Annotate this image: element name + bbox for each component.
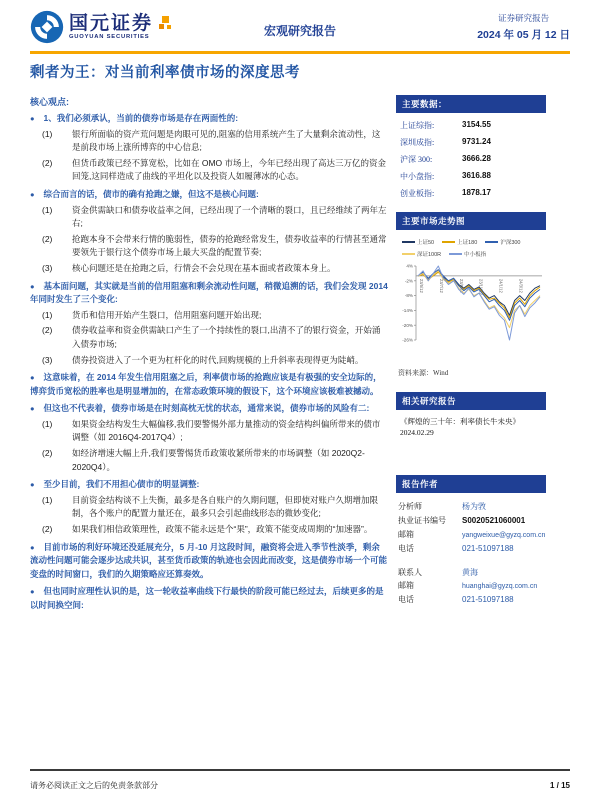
author-field-value[interactable]: huanghai@gyzq.com.cn — [462, 583, 538, 591]
index-label: 沪深 300: — [400, 155, 433, 164]
key-data-header: 主要数据： — [396, 95, 546, 113]
bullet-icon: ● — [30, 542, 35, 552]
numbered-sub-item — [30, 128, 388, 155]
numbered-sub-item — [30, 523, 388, 537]
bullet-lead-text: 1、我们必须承认，当前的债券市场是存在两面性的: — [43, 113, 239, 123]
item-number: (2) — [42, 233, 53, 244]
core-points-heading: 核心观点: — [30, 97, 69, 107]
item-number: (2) — [42, 448, 53, 459]
svg-text:-8%: -8% — [404, 293, 413, 299]
author-row — [396, 564, 546, 578]
item-number: (2) — [42, 325, 53, 336]
item-text: 抢跑本身不会带来行情的脆弱性，债券的抢跑经常发生，债券收益率的行情甚至通常要领先于银行这个债券市场上最大买盘的配置节奏; — [72, 233, 387, 258]
numbered-sub-item — [30, 157, 388, 184]
brand-name-cn: 国元证券 — [69, 13, 154, 35]
item-text: 如果我们相信政策理性，政策不能永远是个“果”，政策不能变成周期的“加速器”。 — [72, 524, 373, 535]
legend-line-sample — [485, 241, 498, 243]
bullet-paragraph — [30, 402, 388, 416]
item-number: (1) — [42, 494, 53, 505]
key-data-row — [398, 117, 544, 134]
item-text: 目前资金结构谈不上失衡，最多是各自账户的久期问题，但即使对账户久期增加限制，各个账户的配置力量还在，最多只会引起曲线形态的微妙变化; — [72, 494, 379, 519]
svg-text:4%: 4% — [406, 263, 413, 269]
numbered-sub-item — [30, 447, 388, 474]
legend-entry — [402, 250, 441, 258]
legend-line-sample — [402, 253, 415, 255]
item-text: 但货币政策已经不算宽松，比如在 OMO 市场上，今年已经出现了高达三万亿的资金回笼,这同样造成了曲线的平坦化以及投资人如履薄冰的心态。 — [72, 157, 387, 182]
svg-text:24/3/12: 24/3/12 — [518, 278, 524, 293]
key-data-row — [398, 151, 544, 168]
legend-line-sample — [449, 253, 462, 255]
index-value: 3154.55 — [462, 120, 491, 129]
bullet-lead-text: 至少目前，我们不用担心债市的明显调整: — [43, 479, 200, 490]
bullet-paragraph — [30, 585, 388, 612]
page-title: 剩者为王：对当前利率债市场的深度思考 — [30, 65, 300, 81]
report-type-label: 宏观研究报告 — [263, 24, 337, 38]
item-text: 债券投资进入了一个更为杠杆化的时代,回购规模的上升斜率表现得更为陡峭。 — [72, 354, 364, 365]
item-number: (3) — [42, 262, 53, 273]
index-value: 1878.17 — [462, 188, 491, 197]
author-row — [396, 540, 546, 554]
author-field-value: S0020521060001 — [462, 515, 526, 525]
key-data-rows — [396, 113, 546, 202]
item-number: (1) — [42, 204, 53, 215]
bullet-paragraph — [30, 478, 388, 492]
legend-entry — [449, 250, 486, 258]
bullet-paragraph — [30, 280, 388, 307]
brand-text — [69, 14, 167, 40]
item-number: (1) — [42, 418, 53, 429]
related-reports-header: 相关研究报告 — [396, 392, 546, 410]
report-header — [30, 8, 570, 50]
svg-text:23/9/12: 23/9/12 — [458, 278, 464, 293]
svg-text:-2%: -2% — [404, 278, 413, 284]
index-label: 创业板指: — [400, 189, 435, 198]
author-field-label: 电话 — [398, 543, 414, 553]
index-value: 3666.28 — [462, 154, 491, 163]
svg-text:23/11/12: 23/11/12 — [478, 278, 484, 295]
legend-label: 上证180 — [457, 240, 478, 246]
author-row — [396, 592, 546, 606]
author-field-label: 邮箱 — [398, 529, 414, 539]
numbered-sub-item — [30, 418, 388, 445]
legend-line-sample — [442, 241, 455, 243]
legend-line-sample — [402, 241, 415, 243]
svg-text:-14%: -14% — [402, 308, 413, 313]
item-text: 核心问题还是在抢跑之后，行情会不会兑现在基本面或者政策本身上。 — [72, 262, 336, 273]
legend-entry — [485, 238, 520, 246]
author-rows — [396, 493, 546, 606]
svg-text:24/1/12: 24/1/12 — [498, 278, 504, 293]
bullet-paragraph — [30, 112, 388, 126]
numbered-sub-item — [30, 324, 388, 351]
bullet-icon: ● — [30, 373, 35, 383]
legend-label: 沪深300 — [500, 240, 521, 246]
item-text: 货币和信用开始产生裂口，信用阻塞问题开始出现; — [72, 309, 262, 320]
footer-disclaimer: 请务必阅读正文之后的免责条款部分 — [30, 781, 158, 790]
market-trend-chart — [396, 230, 546, 378]
bullet-paragraph — [30, 371, 388, 398]
market-trend-header: 主要市场走势图 — [396, 212, 546, 230]
bullet-lead-text: 但也同时应理性认识的是，这一轮收益率曲线下行最快的阶段可能已经过去，后续更多的是以时间换空间: — [30, 586, 384, 610]
trend-line-chart — [396, 262, 546, 362]
svg-text:23/7/12: 23/7/12 — [438, 278, 444, 293]
chart-legend — [396, 238, 546, 258]
legend-label: 上证50 — [417, 240, 435, 246]
author-row — [396, 578, 546, 592]
bullet-lead-text: 目前市场的利好环境还没延展充分，5 月-10 月这段时间，融资将会进入季节性淡季，剩余流动性问题可能会逐步达成共识，甚至货币政策的轨迹也会因此而改变，这是债券市场一个可能变盘的时间窗口，我们的久期策略应还算奏效。 — [30, 541, 388, 579]
numbered-sub-item — [30, 204, 388, 231]
item-text: 债券收益率和资金供需缺口产生了一个持续性的裂口,出清不了的银行资金，开始涌入债券市场; — [72, 325, 381, 349]
legend-entry — [402, 238, 434, 246]
bullet-icon: ● — [30, 281, 35, 291]
numbered-sub-item — [30, 354, 388, 368]
logo-accent-square — [167, 25, 171, 29]
author-field-value: 黄海 — [462, 567, 478, 577]
item-number: (2) — [42, 524, 53, 535]
report-category-label: 证券研究报告 — [498, 13, 550, 23]
author-field-label: 分析师 — [398, 502, 422, 511]
author-row — [396, 512, 546, 526]
author-field-value: 021-51097188 — [462, 595, 514, 605]
item-number: (3) — [42, 354, 53, 365]
report-meta — [477, 12, 570, 42]
key-data-row — [398, 134, 544, 151]
report-date: 2024 年 05 月 12 日 — [477, 29, 570, 41]
author-row — [396, 526, 546, 540]
index-label: 上证综指: — [400, 121, 435, 130]
header-divider — [30, 51, 570, 54]
legend-entry — [442, 238, 477, 246]
main-content — [30, 95, 388, 613]
svg-text:-20%: -20% — [402, 322, 413, 328]
bullet-lead-text: 综合而言的话，债市的确有抢跑之嫌，但这不是核心问题: — [43, 188, 259, 199]
author-field-label: 执业证书编号 — [398, 515, 446, 525]
related-report-item[interactable]: 《辉煌的三十年：利率债长牛未央》2024.02.29 — [400, 417, 520, 438]
bullet-icon: ● — [30, 189, 35, 199]
author-row — [396, 499, 546, 513]
legend-label: 深证100R — [417, 252, 442, 258]
logo-accent-square — [162, 16, 169, 23]
author-field-value[interactable]: yangweixue@gyzq.com.cn — [462, 531, 546, 539]
key-data-row — [398, 185, 544, 202]
bullet-icon: ● — [30, 404, 35, 414]
chart-source: 资料来源：Wind — [398, 369, 449, 377]
bullet-lead-text: 这意味着，在 2014 年发生信用阻塞之后，利率债市场的抢跑应该是有极强的安全边际的，博弈货币宽松的胜率也是明显增加的，在常态政策环境的假设下，这个环境应该极难被撼动。 — [30, 372, 382, 396]
report-authors-header: 报告作者 — [396, 475, 546, 493]
logo-accent-square — [159, 24, 164, 29]
svg-text:23/5/12: 23/5/12 — [419, 278, 424, 293]
author-field-value: 杨为敩 — [462, 502, 486, 511]
numbered-sub-item — [30, 262, 388, 276]
page-number: 1 / 15 — [549, 781, 570, 790]
bullet-icon: ● — [30, 114, 35, 123]
page-footer — [30, 769, 570, 791]
numbered-sub-item — [30, 494, 388, 521]
index-value: 9731.24 — [462, 137, 491, 146]
author-field-label: 联系人 — [398, 567, 422, 577]
author-field-label: 电话 — [398, 595, 414, 605]
svg-text:-26%: -26% — [402, 337, 413, 343]
index-label: 深圳成指: — [400, 138, 435, 147]
sidebar — [396, 95, 546, 606]
item-number: (1) — [42, 309, 53, 320]
item-text: 如经济增速大幅上升,我们要警惕货币政策收紧所带来的市场调整（如 2020Q2-2020Q4）。 — [72, 448, 365, 472]
brand-logo — [30, 10, 167, 44]
author-field-label: 邮箱 — [398, 581, 414, 591]
author-field-value: 021-51097188 — [462, 543, 514, 553]
bullet-icon: ● — [30, 480, 35, 490]
item-text: 资金供需缺口和债券收益率之间，已经出现了一个清晰的裂口，且已经维续了两年左右; — [72, 204, 387, 229]
item-text: 如果资金结构发生大幅偏移,我们要警惕外部力量推动的资金结构纠偏所带来的债市调整（如 2016Q4-2017Q4）; — [72, 418, 381, 443]
index-value: 3616.88 — [462, 171, 491, 180]
bullet-paragraph — [30, 541, 388, 582]
bullet-lead-text: 但这也不代表着，债券市场是在时刻高枕无忧的状态，通常来说，债券市场的风险有二: — [43, 403, 370, 414]
numbered-sub-item — [30, 309, 388, 323]
numbered-sub-item — [30, 233, 388, 260]
bullet-paragraph — [30, 188, 388, 202]
index-label: 中小盘指: — [400, 172, 435, 181]
item-number: (2) — [42, 157, 53, 168]
guoyuan-logo-icon — [30, 10, 64, 44]
brand-name-en: GUOYUAN SECURITIES — [69, 33, 150, 40]
core-points-list — [30, 112, 388, 613]
bullet-lead-text: 基本面问题，其实就是当前的信用阻塞和剩余流动性问题，稍微追溯的话，我们会发现 2014 年同时发生了三个变化: — [30, 280, 388, 305]
bullet-icon: ● — [30, 587, 35, 597]
key-data-row — [398, 168, 544, 185]
item-text: 银行所面临的资产荒问题是肉眼可见的,阻塞的信用系统产生了大量剩余流动性，这是前段市场上涨所博弈的中心信息; — [72, 128, 381, 153]
legend-label: 中小板指 — [464, 252, 487, 258]
item-number: (1) — [42, 128, 53, 139]
